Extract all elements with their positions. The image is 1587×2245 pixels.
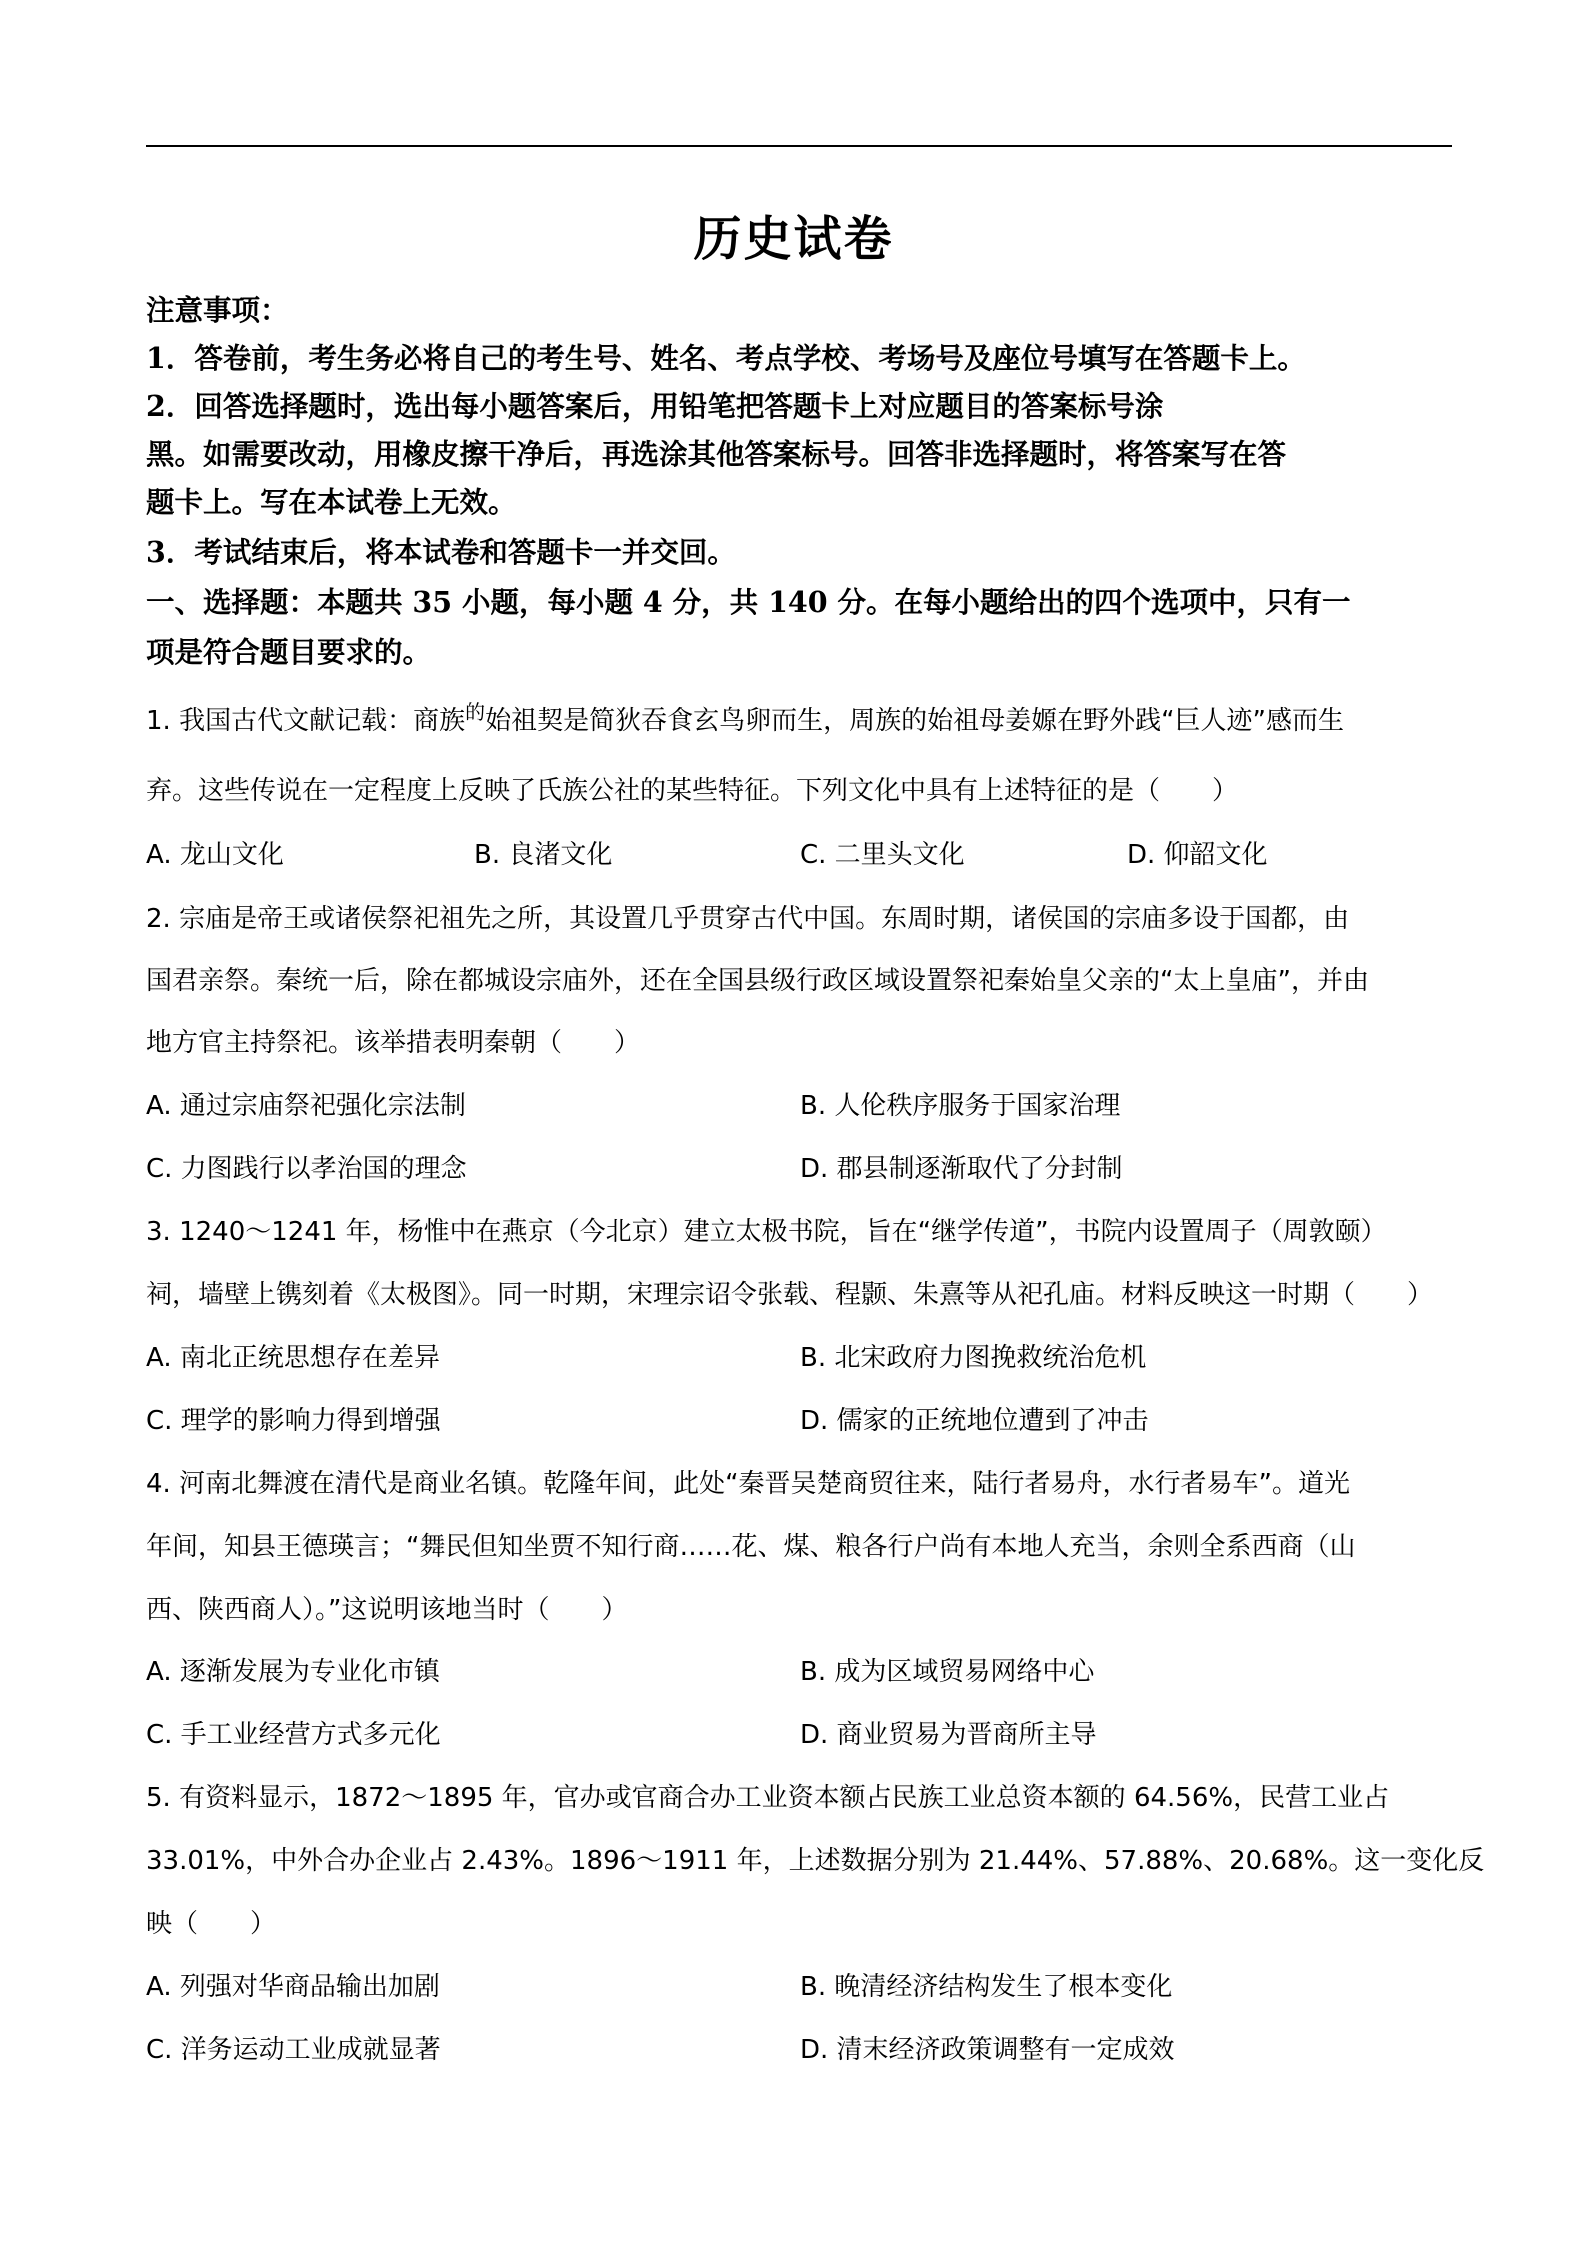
header-rule	[146, 145, 1452, 147]
question-5-line-2: 33.01%，中外合办企业占 2.43%。1896～1911 年，上述数据分别为 21.44%、57.88%、20.68%。这一变化反	[146, 1846, 1485, 1876]
notice-heading: 注意事项：	[146, 293, 289, 327]
question-1-option-b: B. 良渚文化	[474, 840, 613, 870]
notice-item-3: 3．考试结束后，将本试卷和答题卡一并交回。	[146, 535, 736, 569]
question-3-option-b: B. 北宋政府力图挽救统治危机	[800, 1343, 1147, 1373]
question-5-option-d: D. 清末经济政策调整有一定成效	[800, 2035, 1175, 2065]
notice-item-1: 1．答卷前，考生务必将自己的考生号、姓名、考点学校、考场号及座位号填写在答题卡上。	[146, 341, 1306, 375]
question-2-option-b: B. 人伦秩序服务于国家治理	[800, 1091, 1121, 1121]
question-1-line-2: 弃。这些传说在一定程度上反映了氏族公社的某些特征。下列文化中具有上述特征的是（ ）	[146, 776, 1239, 806]
question-2-line-3: 地方官主持祭祀。该举措表明秦朝（ ）	[146, 1028, 641, 1058]
question-4-line-3: 西、陕西商人）。”这说明该地当时（ ）	[146, 1595, 628, 1625]
question-5-line-1: 5. 有资料显示，1872～1895 年，官办或官商合办工业资本额占民族工业总资本额的 64.56%，民营工业占	[146, 1783, 1390, 1813]
question-1-line-1	[146, 700, 1456, 737]
question-3-option-d: D. 儒家的正统地位遭到了冲击	[800, 1406, 1149, 1436]
question-4-line-1: 4. 河南北舞渡在清代是商业名镇。乾隆年间，此处“秦晋吴楚商贸往来，陆行者易舟，水行者易车”。道光	[146, 1469, 1351, 1499]
question-5-option-c: C. 洋务运动工业成就显著	[146, 2035, 441, 2065]
question-4-line-2: 年间，知县王德瑛言；“舞民但知坐贾不知行商……花、煤、粮各行户尚有本地人充当，余则全系西商（山	[146, 1532, 1356, 1562]
question-5-option-b: B. 晚清经济结构发生了根本变化	[800, 1972, 1173, 2002]
question-2-option-d: D. 郡县制逐渐取代了分封制	[800, 1154, 1123, 1184]
notice-item-2-line-2: 黑。如需要改动，用橡皮擦干净后，再选涂其他答案标号。回答非选择题时，将答案写在答	[146, 437, 1287, 471]
question-1-option-c: C. 二里头文化	[800, 840, 965, 870]
question-3-line-1: 3. 1240～1241 年，杨惟中在燕京（今北京）建立太极书院，旨在“继学传道”，书院内设置周子（周敦颐）	[146, 1217, 1387, 1247]
question-3-option-c: C. 理学的影响力得到增强	[146, 1406, 441, 1436]
question-1-superscript: 的	[465, 700, 486, 724]
section-1-instruction-line-1: 一、选择题：本题共 35 小题，每小题 4 分，共 140 分。在每小题给出的四个选项中，只有一	[146, 585, 1351, 619]
question-5-line-3: 映（ ）	[146, 1909, 277, 1939]
page-title: 历史试卷	[693, 211, 894, 267]
question-4-option-d: D. 商业贸易为晋商所主导	[800, 1720, 1097, 1750]
question-4-option-b: B. 成为区域贸易网络中心	[800, 1657, 1095, 1687]
question-1-text-b: 始祖契是简狄吞食玄鸟卵而生，周族的始祖母姜嫄在野外践“巨人迹”感而生	[485, 706, 1345, 736]
question-2-option-c: C. 力图践行以孝治国的理念	[146, 1154, 467, 1184]
question-3-option-a: A. 南北正统思想存在差异	[146, 1343, 440, 1373]
question-2-line-2: 国君亲祭。秦统一后，除在都城设宗庙外，还在全国县级行政区域设置祭祀秦始皇父亲的“太上皇庙”，并由	[146, 966, 1369, 996]
section-1-instruction-line-2: 项是符合题目要求的。	[146, 635, 432, 669]
notice-item-2-line-1: 2．回答选择题时，选出每小题答案后，用铅笔把答题卡上对应题目的答案标号涂	[146, 389, 1164, 423]
question-1-option-d: D. 仰韶文化	[1127, 840, 1268, 870]
question-1-text-a: 1. 我国古代文献记载：商族	[146, 706, 466, 736]
question-5-option-a: A. 列强对华商品输出加剧	[146, 1972, 440, 2002]
notice-item-2-line-3: 题卡上。写在本试卷上无效。	[146, 485, 517, 519]
question-2-line-1: 2. 宗庙是帝王或诸侯祭祀祖先之所，其设置几乎贯穿古代中国。东周时期，诸侯国的宗庙多设于国都，由	[146, 904, 1350, 934]
question-1-option-a: A. 龙山文化	[146, 840, 284, 870]
question-4-option-a: A. 逐渐发展为专业化市镇	[146, 1657, 440, 1687]
question-2-option-a: A. 通过宗庙祭祀强化宗法制	[146, 1091, 466, 1121]
question-4-option-c: C. 手工业经营方式多元化	[146, 1720, 441, 1750]
question-3-line-2: 祠，墙壁上镌刻着《太极图》。同一时期，宋理宗诏令张载、程颢、朱熹等从祀孔庙。材料反映这一时期（ ）	[146, 1280, 1434, 1310]
